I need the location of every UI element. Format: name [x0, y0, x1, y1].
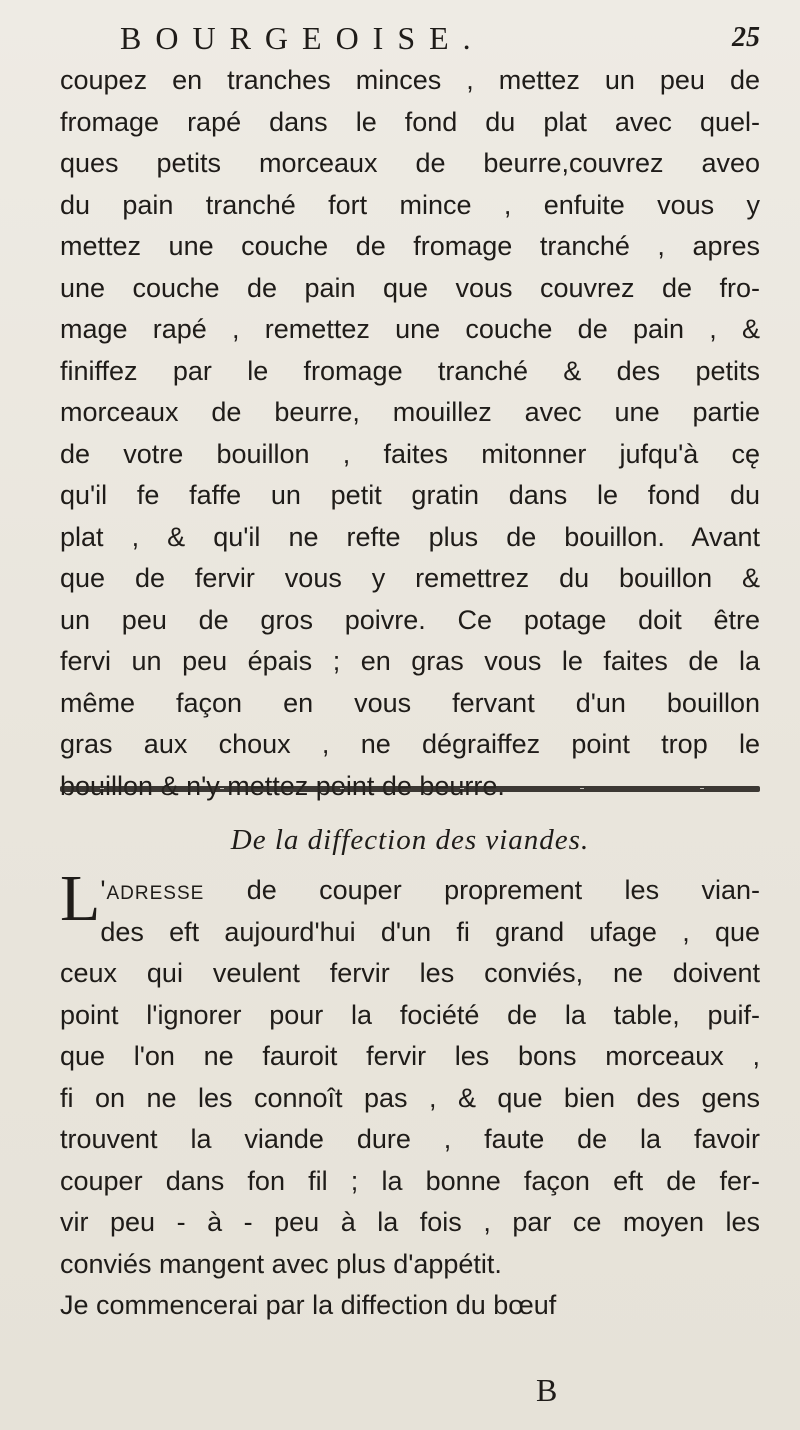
running-head	[120, 16, 760, 60]
text-line: fi on ne les connoît pas , & que bien des gens	[60, 1082, 760, 1113]
text-line: de votre bouillon , faites mitonner jufqu'à cę	[60, 438, 760, 469]
text-line: finiffez par le fromage tranché & des petits	[60, 355, 760, 386]
text-line: morceaux de beurre, mouillez avec une partie	[60, 397, 760, 427]
section-heading: De la diffection des viandes.	[230, 824, 590, 856]
text-line: ques petits morceaux de beurre,couvrez aveo	[60, 148, 760, 178]
text-line: point l'ignorer pour la fociété de la table, puif-	[60, 999, 760, 1030]
text-line: mage rapé , remettez une couche de pain , &	[60, 314, 760, 344]
ornamental-rule	[60, 786, 760, 792]
running-title: BOURGEOISE.	[120, 20, 485, 56]
paragraph-potage	[60, 60, 760, 807]
drop-cap: L	[60, 862, 101, 935]
text-line: du pain tranché fort mince , enfuite vous y	[60, 189, 760, 220]
text-line: ceux qui veulent fervir les conviés, ne doivent	[60, 958, 760, 988]
signature-mark: B	[536, 1372, 558, 1408]
text-line: coupez en tranches minces , mettez un peu de	[60, 65, 760, 95]
text-line: couper dans fon fil ; la bonne façon eft de fer-	[60, 1165, 760, 1196]
text-line: Je commencerai par la diffection du bœuf	[60, 1290, 557, 1320]
text-line: mettez une couche de fromage tranché , apres	[60, 231, 760, 261]
paragraph-dissection	[60, 862, 760, 1327]
text-line: trouvent la viande dure , faute de la favoir	[60, 1124, 760, 1154]
text-line: qu'il fe faffe un petit gratin dans le fond du	[60, 480, 760, 510]
page-number: 25	[732, 22, 760, 53]
text-line: une couche de pain que vous couvrez de fro-	[60, 272, 760, 303]
text-line: que de fervir vous y remettrez du bouillon &	[60, 563, 760, 593]
first-line-rest: de couper proprement les vian-	[204, 875, 760, 905]
text-line: des eft aujourd'hui d'un fi grand ufage , que	[100, 916, 760, 947]
text-line: un peu de gros poivre. Ce potage doit être	[60, 604, 760, 635]
first-word-smallcaps: 'adresse	[100, 875, 205, 905]
text-line: même façon en vous fervant d'un bouillon	[60, 687, 760, 718]
text-line: fromage rapé dans le fond du plat avec quel-	[60, 106, 760, 137]
text-line: gras aux choux , ne dégraiffez point trop le	[60, 729, 760, 759]
text-line: plat , & qu'il ne refte plus de bouillon. Avant	[60, 521, 760, 552]
text-line: vir peu - à - peu à la fois , par ce moyen les	[60, 1207, 760, 1237]
text-line: que l'on ne fauroit fervir les bons morceaux ,	[60, 1041, 760, 1071]
text-line: fervi un peu épais ; en gras vous le faites de la	[60, 646, 760, 676]
text-line: conviés mangent avec plus d'appétit.	[60, 1248, 502, 1279]
